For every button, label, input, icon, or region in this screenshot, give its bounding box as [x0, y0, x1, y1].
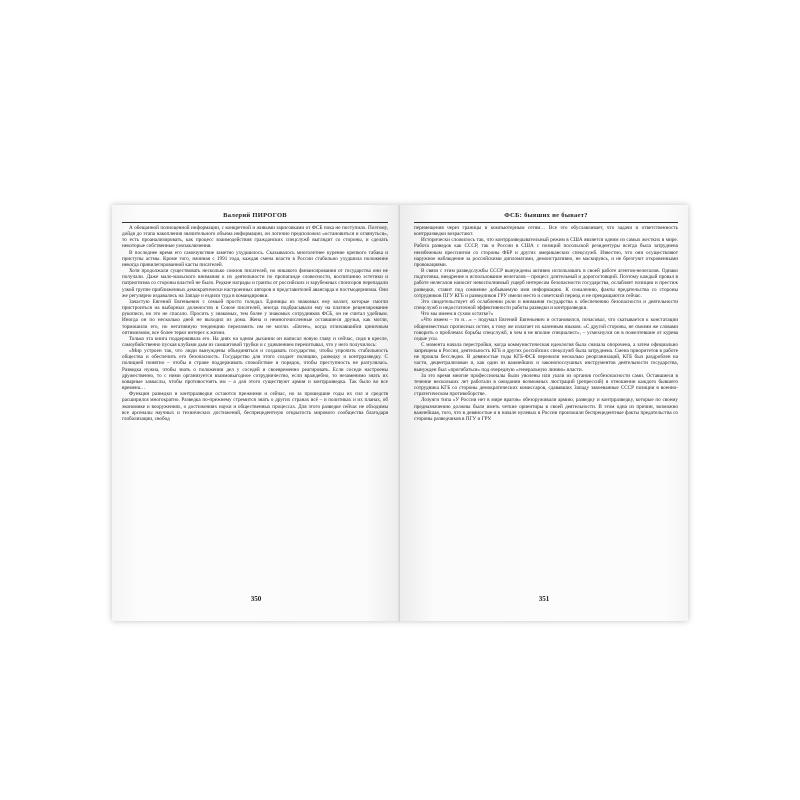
paragraph: Только эта книга поддерживала его. На днях на одном дыхании он написал новую главу и сейчас, сидя в кресле, самоубийственно пуская клубами дым из самшитовой трубки и с удивлением перечитывал, что у него получилось:: [122, 335, 388, 348]
paragraph: В связи с этим разведслужбы СССР вынуждены активно использовать в своей работе агентов-нелегалов. Однако подготовка, внедрение и использование нелегалов – процесс длительный и дорогостоящий. Поэтому каждый провал в работе нелегалов наносит невосполнимый ущерб интересам безопасности государства, ослабляет позиции и престиж разведки, ставит под сомнение добываемую ими информацию. К сожалению, факты предательства со стороны сотрудников ПГУ КГБ и разведчиков ГРУ имели место и советский период и не прекращаются сейчас.: [414, 268, 678, 299]
left-page: [112, 205, 400, 621]
paragraph: Это свидетельствует об ослаблении роли и внимания государства к обеспечению безопасности и деятельности спецслужб и недостаточной эффективности работы разведки и контрразведки.: [414, 298, 678, 312]
paragraph: Исторически сложилось так, что контрразведывательный режим в США является одним из самых жестких в мире. Работа разведок как СССР, так и России в США с позиций посольской резидентуры всегда была затруднена неизбежным прессингом со стороны ФБР и других американских спецслужб. Известно, что они осуществляют наружное наблюдение за российскими дипломатами, демонстративно, не маскируясь, и не брезгуют откровенными провокациями.: [414, 237, 678, 268]
paragraph: С момента начала перестройки, когда коммунистическая идеология была сначала опорочена, а затем официально запрещена в России, деятельность КГБ и других российских спецслужб была затруднена. Смена приоритетов в работе не прошла бесследно. В девяностые годы КГБ-ФСБ пережили несколько реорганизаций, КГБ был раздроблен на части, децентрализован и, как один из важнейших и законопослушных инструментов деятельности государства, вынужден был «прогибаться» под очередную «генеральную линию» власти.: [414, 341, 678, 373]
right-page: [400, 205, 688, 621]
right-page-text: [414, 225, 678, 587]
paragraph: Зачастую Евгений Евгеньевич с семьей просто голодал. Единицы из знакомых ему коллег, которые смогли пристроиться на выборных должностях в Союзе писателей, иногда подбрасывали ему на платное рецензирование рукописи, но это не спасало. Просить у знакомых, тем более у знакомых сотрудников ФСБ, он не считал удобным. Иногда он по несколько дней не выходил из дома. Жена и немногочисленные оставшиеся друзья, как могли, тормошили его, но негативную тенденцию переломить им не могли. «Евген», когда отличавшийся циничным оптимизмом, все более терял интерес к жизни.: [122, 298, 388, 336]
paragraph: «Что имеем – то и…» – подумал Евгений Евгеньевич и остановился, почасовал, что скатывается к констатации общеизвестных прописных истин, к тому же излагает их казенным языком. «С другой стороны, не своими же словами говорить о проблемах борьбы спецслужб, в чем я не вполне специалист», – усмехнулся он в пожелтевшие от курева седые усы.: [414, 317, 678, 342]
paragraph: За это время многие профессионалы были уволены или ушли из органов госбезопасности сами. Оставшиеся в течение нескольких лет работали в ожидании возможных люстраций (репрессий) в отношении каждого бывшего сотрудника КГБ со стороны демократических комиссаров, сдававших Западу завоеванные СССР позиции в военно-стратегическом противоборстве.: [414, 372, 678, 398]
left-page-number: 350: [250, 595, 262, 603]
paragraph: Функции разведки и контрразведки остаются прежними и сейчас, но за прошедшие годы их сил и средств расширился многократно. Разведка по-прежнему стремится знать о других странах всё – и политиках и их планах, об экономике и вооружениях, о достижениях науки и общественных процессах. Для этого разведке сейчас не обходимы все арсеналы научных и технических достижений, беспрецедентную открытость мирового сообщества благодаря глобализации, свобод: [122, 391, 388, 422]
book-spread: [112, 205, 688, 621]
paragraph: Лозунги типа «У России нет в мире врагов» обезоруживали армию, разведку и контрразведку, которые по своему предназначению должны были иметь четкие ориентиры в своей деятельности. В этом одна из причин, возможно важнейшая, того, что в девяностые и в начале нулевых в России произошли беспрецедентные факты предательства со стороны разведчиков в ПГУ и ГРУ.: [414, 397, 678, 422]
left-page-header: Валерий ПИРОГОВ: [122, 212, 388, 223]
paragraph: Что мы имеем в сухом остатке?»: [421, 311, 494, 318]
right-page-header: ФСБ: бывших не бывает?: [414, 212, 678, 223]
paragraph: перемещения через границы и компьютерным сетям… Все это обуславливает, что задачи и ответственность контрразведки возрастают.: [414, 225, 678, 238]
paragraph: В последнее время его самочувствие заметно ухудшилось. Сказывалось многолетнее курение крепкого табака и приступы астмы. Кроме того, начиная с 1991 года, каждая смена власти в России стабильно ухудшила положение некогда привилегированной касты писателей.: [122, 249, 388, 268]
right-page-number: 351: [538, 595, 550, 603]
left-page-text: [122, 225, 388, 587]
paragraph: «Мир устроен так, что люди вынуждены объединяться и создавать государство, чтобы упрочить стабильность общества и обеспечить его безопасность. Государство для этого создает полицию, разведку и контрразведку. С полицией понятно – чтобы в стране поддерживать спокойствие и порядок, чтобы преступность не разгулялась. Разведка нужна, чтобы знать о положении дел у соседей и своевременно реагировать. Если соседи настроены дружественно, то с ними организуется взаимовыгодное сотрудничество, если враждебно, то незаменимо знать их коварные замыслы, чтобы противостоять им – а для этого существуют армия и контрразведка. Так было во все времена…: [122, 348, 388, 392]
paragraph: Хотя продолжали существовать несколько союзов писателей, но никакого финансирования от государства они не получали. Даже мало-мальского внимания к их деятельности по пропаганде словесности, воспитанию эстетики и патриотизма со стороны властей не было. Редкие награды и гранты от российских и зарубежных спонсоров перепадали узкой группе приближенных демократически настроенных авторов и представителей авангарда и постмодернизма. Они же регулярно издавались на Западе и ездили туда в командировки.: [122, 268, 388, 299]
paragraph: А обещанной полноценной информации, с конкретной и живыми зарисовками от ФСБ пока не поступило. Поэтому, дойдя до этапа накопления значительного объема информации, он логично предположил «остановиться и оглянуться», то есть проанализировать, как процесс взаимодействия гражданских спецслужб выглядит со стороны, и сделать некоторые собственные умозаключения.: [122, 225, 388, 250]
